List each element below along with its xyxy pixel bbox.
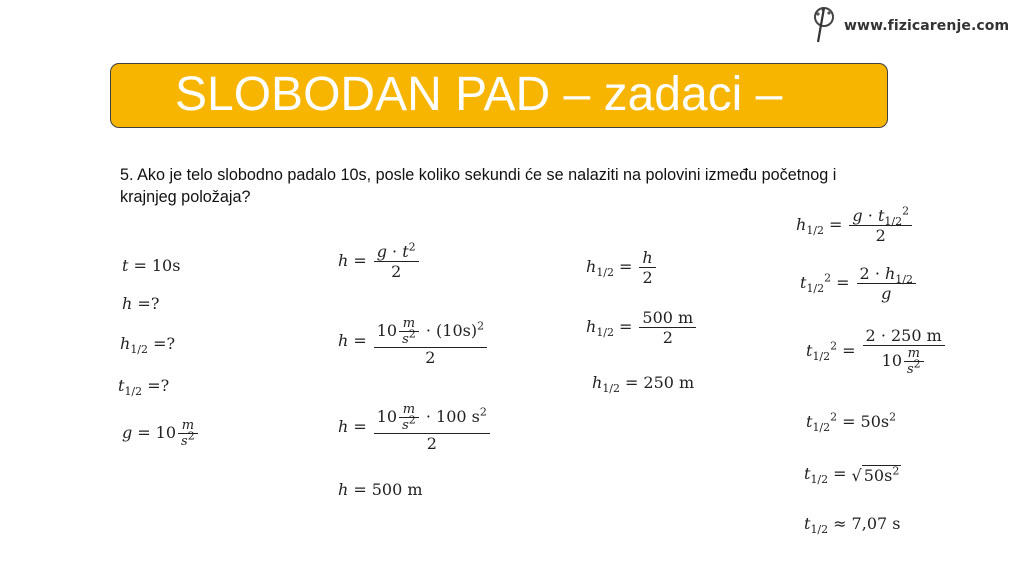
half-time-squared-substitution: $t_{1/2}^2$ = 2 · 250 m 10 $\frac{m}{s^2}$ bbox=[806, 326, 947, 377]
half-height-result: $h_{1/2} = 250$ m bbox=[592, 373, 695, 396]
given-half-time-unknown: $t_{1/2}$ =? bbox=[118, 376, 170, 399]
height-simplified: h = 10 $\frac{m}{s^2}$ · 100 $s^2$ 2 bbox=[338, 402, 492, 453]
given-gravity: g = 10 $\frac{m}{s^2}$ bbox=[122, 418, 200, 449]
gravity-unit-fraction: $\frac{m}{s^2}$ bbox=[178, 418, 198, 449]
half-time-root: $t_{1/2}$ = √ $50s^2$ bbox=[804, 464, 900, 487]
site-logo[interactable] bbox=[806, 6, 1018, 46]
half-time-result: $t_{1/2} \approx 7,07$ s bbox=[804, 514, 901, 537]
height-substitution: h = 10 $\frac{m}{s^2}$ · $(10s)^2$ 2 bbox=[338, 316, 489, 367]
title-banner bbox=[110, 63, 888, 128]
half-time-squared-result: $t_{1/2}^2 = 50s^2$ bbox=[806, 410, 897, 435]
pen-nib-logo-icon bbox=[806, 4, 842, 49]
given-time: t = 10s bbox=[122, 256, 181, 275]
problem-statement: 5. Ako je telo slobodno padalo 10s, posle koliko sekundi će se nalaziti na polovini između početnog i krajnjeg položaja? bbox=[120, 166, 837, 206]
half-time-squared-formula: $t_{1/2}^2$ = $\frac{2 \cdot h_{1/2}}{g}$ bbox=[800, 264, 918, 303]
half-height-time-formula: $h_{1/2}$ = $\frac{g \cdot t_{1/2}^2}{2}$ bbox=[796, 206, 914, 245]
given-half-height-unknown: $h_{1/2}$ =? bbox=[120, 334, 176, 357]
height-result: h = 500 m bbox=[338, 480, 423, 499]
height-formula: h = $\frac{g \cdot t^2}{2}$ bbox=[338, 242, 421, 281]
slide-title: SLOBODAN PAD – zadaci – bbox=[175, 68, 783, 121]
half-height-substitution: $h_{1/2}$ = $\frac{500 m}{2}$ bbox=[586, 308, 698, 347]
half-height-formula: $h_{1/2}$ = $\frac{h}{2}$ bbox=[586, 248, 658, 287]
given-height-unknown: h =? bbox=[122, 294, 160, 313]
logo-text: www.fizicarenje.com bbox=[844, 18, 1010, 34]
